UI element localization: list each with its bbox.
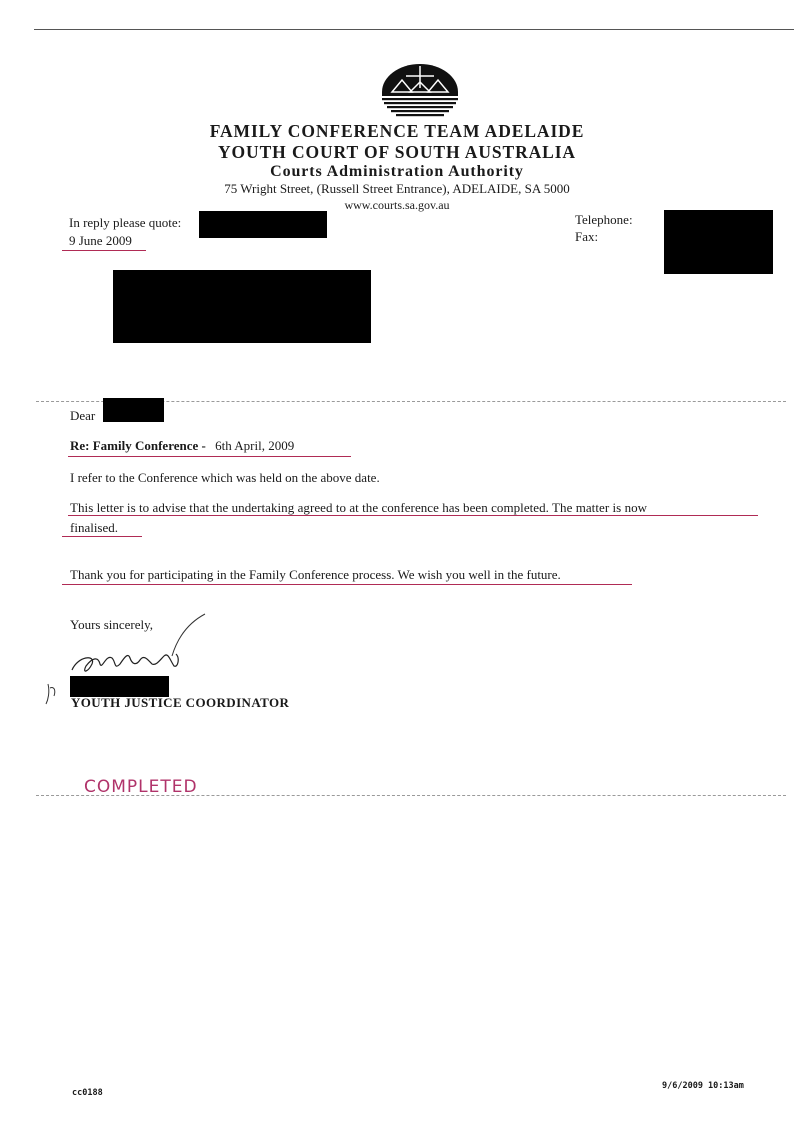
quote-label: In reply please quote: <box>69 215 182 230</box>
letterhead-authority: Courts Administration Authority <box>270 163 524 180</box>
letter-date: 9 June 2009 <box>69 233 132 248</box>
subject-ink-underline <box>68 456 351 457</box>
fax-scan-line-lower <box>36 795 786 796</box>
subject-line <box>70 438 294 454</box>
salutation: Dear <box>70 408 96 423</box>
completed-handwritten-note: COMPLETED <box>84 777 198 797</box>
redacted-contact-numbers <box>664 210 773 274</box>
letterhead-team-name: FAMILY CONFERENCE TEAM ADELAIDE <box>209 121 585 141</box>
telephone-label: Telephone: <box>575 212 633 227</box>
thanks-ink-underline <box>62 584 632 585</box>
date-ink-underline <box>62 250 146 251</box>
redacted-reference-number <box>199 211 327 238</box>
letterhead-court-name: YOUTH COURT OF SOUTH AUSTRALIA <box>218 142 576 162</box>
closing: Yours sincerely, <box>70 617 154 632</box>
paragraph-outcome-line1: This letter is to advise that the undertaking agreed to at the conference has been completed. The matter is now <box>70 500 648 515</box>
redacted-recipient-address <box>113 270 371 343</box>
footer-fax-timestamp: 9/6/2009 10:13am <box>662 1081 744 1091</box>
outcome-ink-underline-1 <box>68 515 758 516</box>
redacted-signer-name <box>70 676 169 697</box>
top-edge-rule <box>34 29 794 30</box>
footer-document-code: cc0188 <box>72 1088 103 1098</box>
letterhead-address: 75 Wright Street, (Russell Street Entrance), ADELAIDE, SA 5000 <box>224 181 570 196</box>
paragraph-reference: I refer to the Conference which was held on the above date. <box>70 470 380 485</box>
outcome-ink-underline-2 <box>62 536 142 537</box>
subject-date: 6th April, 2009 <box>215 438 295 453</box>
fax-label: Fax: <box>575 229 599 244</box>
redacted-recipient-name <box>103 398 164 422</box>
signer-title: YOUTH JUSTICE COORDINATOR <box>71 695 290 710</box>
paragraph-thanks: Thank you for participating in the Family Conference process. We wish you well in the future. <box>70 567 561 582</box>
subject-label: Re: Family Conference - <box>70 438 206 453</box>
letterhead-website: www.courts.sa.gov.au <box>344 198 450 212</box>
court-emblem-icon <box>378 62 462 120</box>
paragraph-outcome-line2: finalised. <box>70 520 119 535</box>
